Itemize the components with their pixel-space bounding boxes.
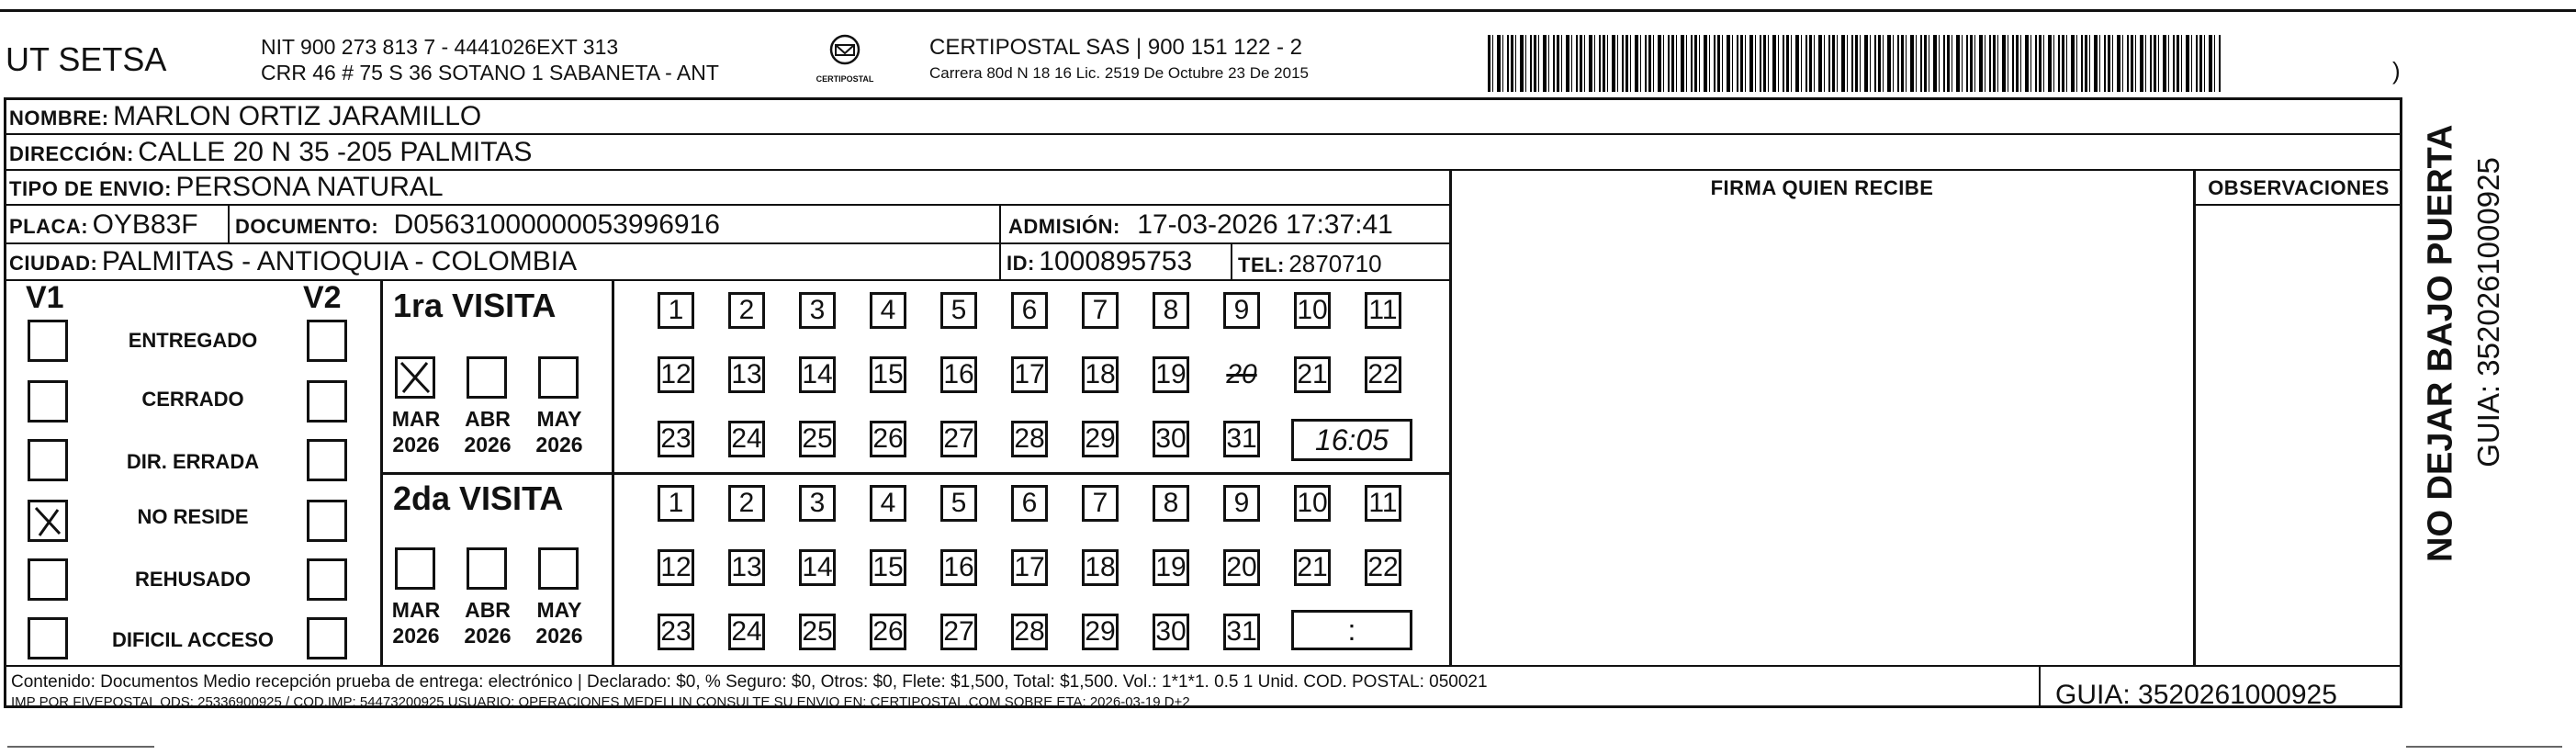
first-visit-day-23[interactable] xyxy=(658,421,694,457)
day-number: 15 xyxy=(872,359,904,389)
month-label: MAR xyxy=(391,598,441,622)
second-visit-day-5[interactable] xyxy=(940,485,977,522)
second-visit-day-8[interactable] xyxy=(1153,485,1189,522)
day-number: 26 xyxy=(872,423,904,454)
documento-label: DOCUMENTO: xyxy=(235,215,379,238)
second-visit-day-16[interactable] xyxy=(940,549,977,586)
v2-dificil-acceso-checkbox[interactable] xyxy=(307,617,347,659)
second-visit-day-10[interactable] xyxy=(1294,485,1331,522)
row-line xyxy=(2193,204,2401,206)
side-guia: GUIA: 3520261000925 xyxy=(2471,157,2505,468)
tipo-envio-row xyxy=(9,172,444,203)
second-visit-day-12[interactable] xyxy=(658,549,694,586)
logo-text: CERTIPOSTAL xyxy=(816,74,874,84)
first-visit-day-28[interactable] xyxy=(1011,421,1048,457)
second-visit-day-30[interactable] xyxy=(1153,614,1189,650)
second-visit-day-14[interactable] xyxy=(799,549,836,586)
day-number: 10 xyxy=(1297,488,1328,518)
second-visit-day-2[interactable] xyxy=(728,485,765,522)
year-label: 2026 xyxy=(392,433,440,456)
ciudad-label: CIUDAD: xyxy=(9,252,98,275)
row-line xyxy=(4,169,2402,171)
second-visit-day-19[interactable] xyxy=(1153,549,1189,586)
first-visit-may-checkbox[interactable] xyxy=(538,356,579,399)
second-mar-label xyxy=(384,597,448,648)
id-label: ID: xyxy=(1007,252,1035,275)
day-number: 31 xyxy=(1226,616,1257,647)
check-x-icon xyxy=(398,359,433,396)
company-address: CRR 46 # 75 S 36 SOTANO 1 SABANETA - ANT xyxy=(261,61,719,85)
day-number: 2 xyxy=(738,295,755,325)
frame-line xyxy=(4,97,2402,100)
day-number: 21 xyxy=(1297,359,1328,389)
day-number: 24 xyxy=(731,616,762,647)
day-number: 8 xyxy=(1163,295,1179,325)
year-label: 2026 xyxy=(464,624,512,648)
first-visit-day-29[interactable] xyxy=(1082,421,1119,457)
day-number: 9 xyxy=(1233,488,1250,518)
header-mark: ) xyxy=(2392,57,2401,85)
v1-rehusado-checkbox[interactable] xyxy=(28,558,68,601)
placa-row xyxy=(9,209,198,241)
day-number: 7 xyxy=(1092,488,1108,518)
day-number: 5 xyxy=(951,295,967,325)
first-abr-label xyxy=(456,406,520,457)
day-number: 22 xyxy=(1367,359,1399,389)
col-line xyxy=(1449,169,1452,667)
second-visit-abr-checkbox[interactable] xyxy=(467,547,507,590)
day-number: 13 xyxy=(731,359,762,389)
v2-cerrado-checkbox[interactable] xyxy=(307,380,347,423)
second-visit-title: 2da VISITA xyxy=(393,479,564,517)
second-visit-day-1[interactable] xyxy=(658,485,694,522)
side-warning: NO DEJAR BAJO PUERTA xyxy=(2421,124,2460,562)
day-number: 11 xyxy=(1368,488,1398,518)
day-number: 4 xyxy=(880,488,896,518)
first-visit-day-10[interactable] xyxy=(1294,292,1331,329)
day-number: 14 xyxy=(802,552,833,582)
first-visit-day-24[interactable] xyxy=(728,421,765,457)
day-number: 6 xyxy=(1021,488,1038,518)
second-visit-day-21[interactable] xyxy=(1294,549,1331,586)
tipo-envio-value: PERSONA NATURAL xyxy=(175,172,444,202)
year-label: 2026 xyxy=(464,433,512,456)
company-name: UT SETSA xyxy=(6,40,167,78)
second-visit-time-field[interactable]: : xyxy=(1291,610,1412,650)
direccion-row xyxy=(9,137,532,168)
bottom-rule xyxy=(2406,746,2562,748)
second-visit-day-4[interactable] xyxy=(870,485,906,522)
day-number: 6 xyxy=(1021,295,1038,325)
first-visit-abr-checkbox[interactable] xyxy=(467,356,507,399)
first-visit-day-2[interactable] xyxy=(728,292,765,329)
documento-value: D05631000000053996916 xyxy=(393,209,720,240)
check-x-icon xyxy=(30,502,65,539)
first-visit-day-11[interactable] xyxy=(1365,292,1401,329)
day-number: 3 xyxy=(809,295,826,325)
status-dir-errada: DIR. ERRADA xyxy=(126,450,260,473)
row-line xyxy=(4,133,2402,135)
v2-entregado-checkbox[interactable] xyxy=(307,320,347,362)
certipostal-logo xyxy=(808,33,882,88)
first-visit-day-26[interactable] xyxy=(870,421,906,457)
v1-entregado-checkbox[interactable] xyxy=(28,320,68,362)
first-visit-day-31[interactable] xyxy=(1223,421,1260,457)
day-number: 19 xyxy=(1155,552,1187,582)
second-visit-day-28[interactable] xyxy=(1011,614,1048,650)
col-line xyxy=(2039,667,2041,707)
day-number: 8 xyxy=(1163,488,1179,518)
second-visit-day-29[interactable] xyxy=(1082,614,1119,650)
day-number: 31 xyxy=(1226,423,1257,454)
day-number: 26 xyxy=(872,616,904,647)
first-visit-day-16[interactable] xyxy=(940,356,977,393)
second-visit-day-13[interactable] xyxy=(728,549,765,586)
first-visit-day-17[interactable] xyxy=(1011,356,1048,393)
day-number: 29 xyxy=(1085,616,1116,647)
first-visit-day-27[interactable] xyxy=(940,421,977,457)
day-number: 19 xyxy=(1155,359,1187,389)
col-line xyxy=(2193,169,2196,667)
ciudad-row xyxy=(9,246,577,277)
day-number: 17 xyxy=(1014,359,1045,389)
day-number: 22 xyxy=(1367,552,1399,582)
row-line xyxy=(4,204,1451,206)
second-visit-day-17[interactable] xyxy=(1011,549,1048,586)
year-label: 2026 xyxy=(392,624,440,648)
second-visit-day-11[interactable] xyxy=(1365,485,1401,522)
certipostal-license: Carrera 80d N 18 16 Lic. 2519 De Octubre 23 De 2015 xyxy=(929,64,1309,82)
v1-dificil-acceso-checkbox[interactable] xyxy=(28,617,68,659)
row-line xyxy=(4,279,1451,281)
certipostal-info: CERTIPOSTAL SAS | 900 151 122 - 2 xyxy=(929,35,1302,60)
first-visit-day-4[interactable] xyxy=(870,292,906,329)
company-nit: NIT 900 273 813 7 - 4441026EXT 313 xyxy=(261,35,619,59)
v2-dir-errada-checkbox[interactable] xyxy=(307,439,347,481)
second-visit-day-15[interactable] xyxy=(870,549,906,586)
v1-dir-errada-checkbox[interactable] xyxy=(28,439,68,481)
month-label: MAY xyxy=(536,407,582,431)
first-may-label xyxy=(527,406,591,457)
day-number: 2 xyxy=(738,488,755,518)
first-visit-day-14[interactable] xyxy=(799,356,836,393)
day-number: 30 xyxy=(1155,616,1187,647)
v2-label: V2 xyxy=(303,280,342,315)
tel-row xyxy=(1238,250,1382,278)
month-label: ABR xyxy=(465,407,511,431)
month-label: MAR xyxy=(391,407,441,431)
day-number: 24 xyxy=(731,423,762,454)
second-visit-day-31[interactable] xyxy=(1223,614,1260,650)
second-visit-may-checkbox[interactable] xyxy=(538,547,579,590)
first-mar-label xyxy=(384,406,448,457)
frame-line xyxy=(4,97,6,707)
first-visit-day-13[interactable] xyxy=(728,356,765,393)
year-label: 2026 xyxy=(535,433,583,456)
bottom-rule xyxy=(7,746,154,748)
day-number: 27 xyxy=(943,423,974,454)
col-line xyxy=(1231,242,1232,281)
month-label: MAY xyxy=(536,598,582,622)
day-number: 23 xyxy=(660,423,692,454)
v2-rehusado-checkbox[interactable] xyxy=(307,558,347,601)
status-entregado: ENTREGADO xyxy=(128,329,258,352)
first-visit-day-19[interactable] xyxy=(1153,356,1189,393)
day-number: 18 xyxy=(1085,359,1116,389)
day-number: 1 xyxy=(668,295,684,325)
footer-print-line: IMP POR FIVEPOSTAL ODS: 25336900925 / COD.IMP: 54473200925 USUARIO: OPERACIONES MEDELLIN CONSULTE SU ENVIO EN: CERTIPOSTAL.COM SOBRE ETA: 2026-03-19 D+2 xyxy=(11,694,1190,710)
second-visit-day-27[interactable] xyxy=(940,614,977,650)
day-number: 29 xyxy=(1085,423,1116,454)
second-visit-day-26[interactable] xyxy=(870,614,906,650)
day-number: 20 xyxy=(1226,359,1257,389)
v1-no-reside-checkbox[interactable] xyxy=(28,500,68,542)
first-visit-day-30[interactable] xyxy=(1153,421,1189,457)
day-number: 23 xyxy=(660,616,692,647)
day-number: 5 xyxy=(951,488,967,518)
footer-content-line: Contenido: Documentos Medio recepción prueba de entrega: electrónico | Declarado: $0, % Seguro: $0, Otros: $0, Flete: $1,500, Total: $1,500. Vol.: 1*1*1. 0.5 1 Unid. COD. POSTAL: 050021 xyxy=(11,672,1488,692)
nombre-row xyxy=(9,101,481,132)
status-rehusado: REHUSADO xyxy=(135,568,251,591)
id-value: 1000895753 xyxy=(1039,246,1193,276)
admision-label: ADMISIÓN: xyxy=(1008,215,1120,238)
direccion-label: DIRECCIÓN: xyxy=(9,142,134,165)
second-visit-day-25[interactable] xyxy=(799,614,836,650)
status-no-reside: NO RESIDE xyxy=(137,505,249,528)
documento-row xyxy=(235,209,720,241)
second-visit-day-3[interactable] xyxy=(799,485,836,522)
day-number: 16 xyxy=(943,552,974,582)
admision-row xyxy=(1008,209,1393,241)
placa-label: PLACA: xyxy=(9,215,89,238)
first-visit-day-21[interactable] xyxy=(1294,356,1331,393)
col-line xyxy=(380,472,1451,475)
ciudad-value: PALMITAS - ANTIOQUIA - COLOMBIA xyxy=(101,246,578,276)
envelope-logo-icon xyxy=(808,33,882,70)
day-number: 21 xyxy=(1297,552,1328,582)
second-visit-day-6[interactable] xyxy=(1011,485,1048,522)
first-visit-day-3[interactable] xyxy=(799,292,836,329)
second-visit-day-9[interactable] xyxy=(1223,485,1260,522)
row-line xyxy=(4,665,2402,667)
direccion-value: CALLE 20 N 35 -205 PALMITAS xyxy=(138,137,533,167)
day-number: 25 xyxy=(802,616,833,647)
day-number: 20 xyxy=(1226,552,1257,582)
first-visit-mar-checkbox[interactable] xyxy=(395,356,435,399)
second-visit-day-20[interactable] xyxy=(1223,549,1260,586)
id-row xyxy=(1007,246,1192,277)
day-number: 25 xyxy=(802,423,833,454)
day-number: 27 xyxy=(943,616,974,647)
year-label: 2026 xyxy=(535,624,583,648)
day-number: 30 xyxy=(1155,423,1187,454)
first-visit-day-20[interactable] xyxy=(1223,356,1260,393)
day-number: 13 xyxy=(731,552,762,582)
observaciones-header: OBSERVACIONES xyxy=(2208,176,2390,199)
day-number: 10 xyxy=(1297,295,1328,325)
day-number: 9 xyxy=(1233,295,1250,325)
month-label: ABR xyxy=(465,598,511,622)
v1-label: V1 xyxy=(26,280,64,315)
day-number: 15 xyxy=(872,552,904,582)
placa-value: OYB83F xyxy=(92,209,198,240)
second-visit-mar-checkbox[interactable] xyxy=(395,547,435,590)
second-visit-day-7[interactable] xyxy=(1082,485,1119,522)
day-number: 14 xyxy=(802,359,833,389)
first-visit-day-12[interactable] xyxy=(658,356,694,393)
first-visit-title: 1ra VISITA xyxy=(393,287,557,324)
day-number: 28 xyxy=(1014,423,1045,454)
first-visit-day-25[interactable] xyxy=(799,421,836,457)
day-number: 1 xyxy=(668,488,684,518)
footer-guia: GUIA: 3520261000925 xyxy=(2055,680,2337,710)
first-visit-day-8[interactable] xyxy=(1153,292,1189,329)
top-border xyxy=(0,9,2576,12)
second-visit-day-22[interactable] xyxy=(1365,549,1401,586)
day-number: 3 xyxy=(809,488,826,518)
first-visit-day-7[interactable] xyxy=(1082,292,1119,329)
second-visit-day-24[interactable] xyxy=(728,614,765,650)
status-dificil-acceso: DIFICIL ACCESO xyxy=(111,628,274,651)
day-number: 12 xyxy=(660,359,692,389)
first-visit-day-18[interactable] xyxy=(1082,356,1119,393)
first-visit-day-22[interactable] xyxy=(1365,356,1401,393)
day-number: 17 xyxy=(1014,552,1045,582)
col-line xyxy=(999,204,1001,281)
day-number: 18 xyxy=(1085,552,1116,582)
tipo-envio-label: TIPO DE ENVIO: xyxy=(9,177,172,200)
first-visit-day-15[interactable] xyxy=(870,356,906,393)
row-line xyxy=(4,242,1451,244)
day-number: 7 xyxy=(1092,295,1108,325)
day-number: 12 xyxy=(660,552,692,582)
nombre-value: MARLON ORTIZ JARAMILLO xyxy=(113,101,482,131)
firma-header: FIRMA QUIEN RECIBE xyxy=(1710,176,1934,199)
first-visit-day-9[interactable] xyxy=(1223,292,1260,329)
first-visit-day-6[interactable] xyxy=(1011,292,1048,329)
first-visit-day-1[interactable] xyxy=(658,292,694,329)
second-abr-label xyxy=(456,597,520,648)
col-line xyxy=(228,204,230,244)
first-visit-time-field[interactable]: 16:05 xyxy=(1291,419,1412,461)
second-visit-day-23[interactable] xyxy=(658,614,694,650)
day-number: 16 xyxy=(943,359,974,389)
first-visit-day-5[interactable] xyxy=(940,292,977,329)
status-cerrado: CERRADO xyxy=(141,388,244,411)
barcode xyxy=(1488,35,2222,92)
day-number: 11 xyxy=(1368,295,1398,325)
v1-cerrado-checkbox[interactable] xyxy=(28,380,68,423)
second-may-label xyxy=(527,597,591,648)
second-visit-day-18[interactable] xyxy=(1082,549,1119,586)
tel-value: 2870710 xyxy=(1288,250,1382,277)
day-number: 4 xyxy=(880,295,896,325)
nombre-label: NOMBRE: xyxy=(9,107,109,130)
day-number: 28 xyxy=(1014,616,1045,647)
admision-value: 17-03-2026 17:37:41 xyxy=(1137,209,1393,240)
tel-label: TEL: xyxy=(1238,254,1285,276)
v2-no-reside-checkbox[interactable] xyxy=(307,500,347,542)
